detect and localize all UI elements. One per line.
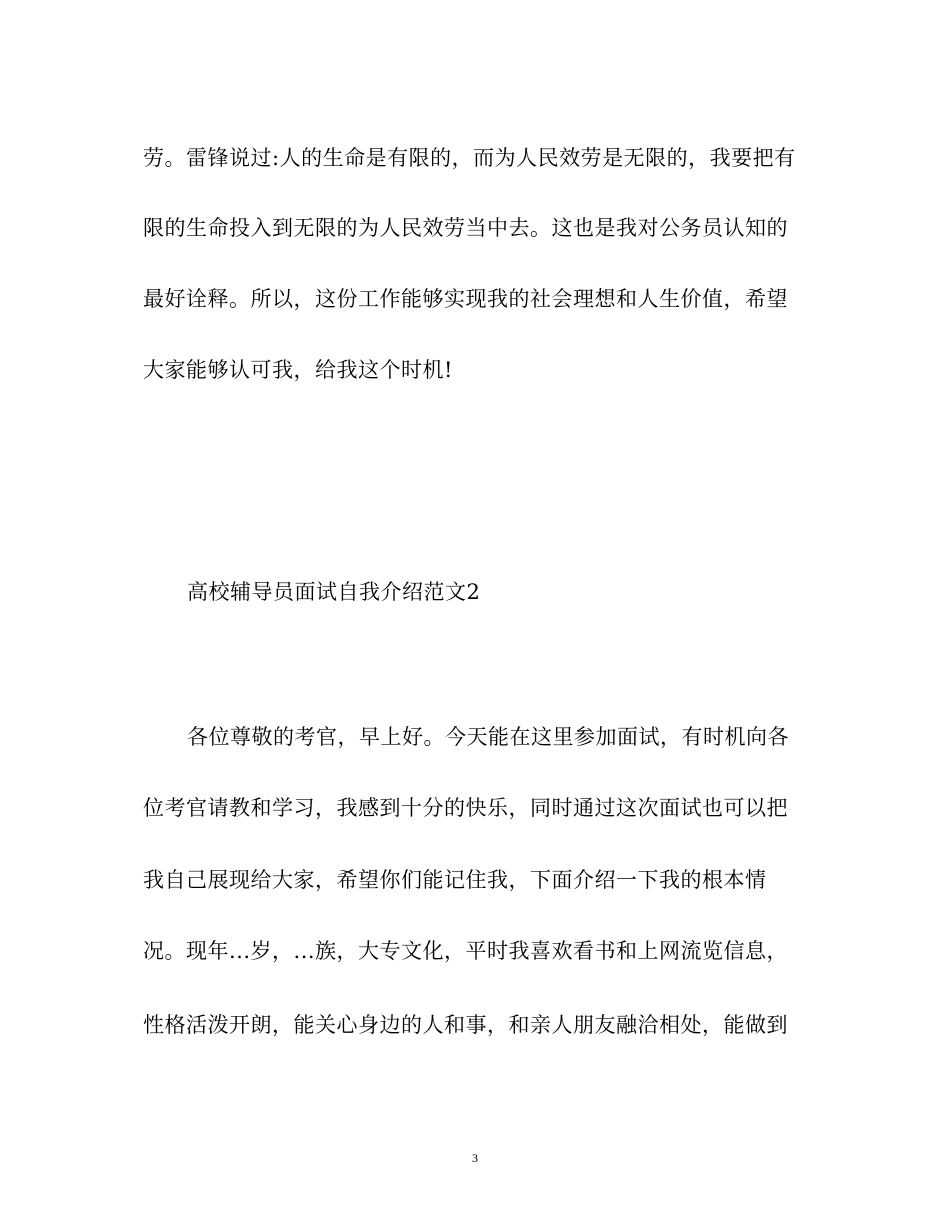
paragraph-2-line-3: 我自己展现给大家，希望你们能记住我，下面介绍一下我的根本情	[143, 868, 767, 892]
paragraph-1-line-1: 劳。雷锋说过:人的生命是有限的，而为人民效劳是无限的，我要把有	[143, 146, 796, 170]
paragraph-2-line-1: 各位尊敬的考官，早上好。今天能在这里参加面试，有时机向各	[187, 725, 789, 749]
page-number: 3	[472, 1151, 478, 1165]
paragraph-1-line-4: 大家能够认可我，给我这个时机!	[143, 358, 453, 382]
paragraph-2-line-5: 性格活泼开朗，能关心身边的人和事，和亲人朋友融洽相处，能做到	[143, 1013, 788, 1037]
paragraph-2-line-2: 位考官请教和学习，我感到十分的快乐，同时通过这次面试也可以把	[143, 796, 788, 820]
paragraph-1-line-2: 限的生命投入到无限的为人民效劳当中去。这也是我对公务员认知的	[143, 216, 788, 240]
paragraph-1-line-3: 最好诠释。所以，这份工作能够实现我的社会理想和人生价值，希望	[143, 287, 788, 311]
paragraph-2-line-4: 况。现年...岁，...族，大专文化，平时我喜欢看书和上网流览信息，	[143, 939, 789, 963]
section-heading: 高校辅导员面试自我介绍范文2	[187, 580, 481, 604]
